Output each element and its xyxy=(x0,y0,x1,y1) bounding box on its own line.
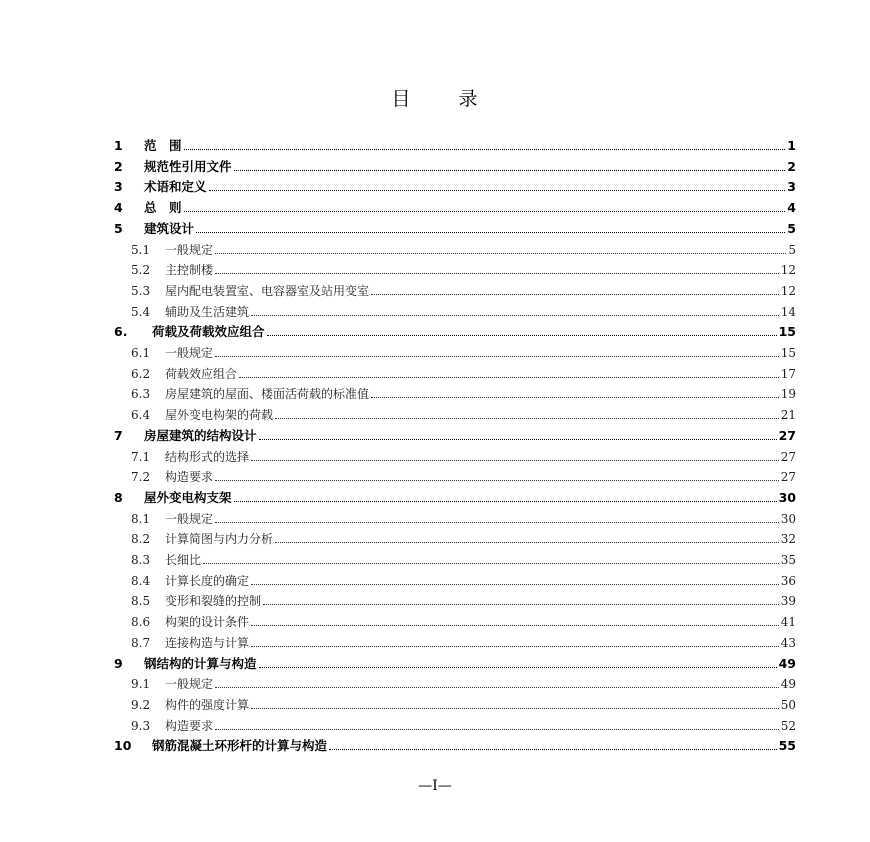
toc-entry-title: 一般规定 xyxy=(165,677,214,692)
toc-entry-title: 范 围 xyxy=(144,138,182,153)
toc-dot-leader xyxy=(215,686,779,688)
toc-chapter-entry[interactable] xyxy=(114,175,796,195)
toc-entry-page: 14 xyxy=(780,304,796,319)
toc-chapter-entry[interactable] xyxy=(114,217,796,237)
toc-entry-title: 屋外变电构支架 xyxy=(144,489,232,505)
toc-section-entry[interactable] xyxy=(131,714,796,734)
toc-entry-page: 49 xyxy=(780,677,796,692)
toc-entry-title: 变形和裂缝的控制 xyxy=(165,594,262,609)
toc-entry-title: 一般规定 xyxy=(165,346,214,360)
toc-section-entry[interactable] xyxy=(131,548,796,568)
toc-entry-number: 8.6 xyxy=(131,615,151,630)
toc-section-entry[interactable] xyxy=(131,569,796,589)
toc-entry-number: 6.2 xyxy=(131,366,151,381)
toc-entry-page: 36 xyxy=(780,573,796,588)
toc-chapter-entry[interactable] xyxy=(114,486,796,506)
toc-chapter-entry[interactable] xyxy=(114,652,796,672)
toc-dot-leader xyxy=(215,252,786,254)
toc-section-entry[interactable] xyxy=(131,672,796,692)
toc-section-entry[interactable] xyxy=(131,300,796,320)
toc-section-entry[interactable] xyxy=(131,382,796,402)
toc-entry-page: 4 xyxy=(787,200,796,216)
toc-entry-page: 1 xyxy=(787,138,796,153)
toc-entry-number: 8 xyxy=(114,489,123,505)
toc-section-entry[interactable] xyxy=(131,362,796,382)
toc-entry-title: 长细比 xyxy=(165,553,202,567)
toc-entry-page: 27 xyxy=(780,449,796,464)
toc-entry-number: 3 xyxy=(114,179,123,195)
toc-section-entry[interactable] xyxy=(131,610,796,630)
toc-entry-page: 21 xyxy=(780,408,796,423)
toc-entry-number: 8.3 xyxy=(131,553,151,567)
toc-entry-title: 规范性引用文件 xyxy=(144,158,232,174)
toc-entry-title: 计算长度的确定 xyxy=(165,573,250,588)
toc-dot-leader xyxy=(215,355,779,357)
toc-entry-page: 15 xyxy=(780,346,796,360)
toc-section-entry[interactable] xyxy=(131,403,796,423)
toc-entry-title: 荷载效应组合 xyxy=(165,366,238,381)
toc-entry-number: 10 xyxy=(114,738,132,754)
toc-entry-page: 5 xyxy=(788,242,796,257)
toc-entry-page: 17 xyxy=(780,366,796,381)
toc-dot-leader xyxy=(251,645,779,647)
toc-entry-number: 6. xyxy=(114,324,128,340)
toc-dot-leader xyxy=(259,438,777,440)
toc-dot-leader xyxy=(371,396,779,398)
toc-section-entry[interactable] xyxy=(131,238,796,258)
toc-dot-leader xyxy=(184,210,786,212)
toc-entry-title: 总 则 xyxy=(144,200,182,216)
toc-entry-title: 房屋建筑的结构设计 xyxy=(144,427,257,443)
toc-entry-number: 7 xyxy=(114,427,123,443)
toc-dot-leader xyxy=(196,231,785,233)
toc-dot-leader xyxy=(209,189,786,191)
toc-entry-title: 屋内配电装置室、电容器室及站用变室 xyxy=(165,283,370,298)
toc-entry-page: 30 xyxy=(778,489,796,505)
toc-entry-number: 8.1 xyxy=(131,511,151,526)
toc-entry-title: 构件的强度计算 xyxy=(165,697,250,712)
toc-entry-number: 8.7 xyxy=(131,635,151,650)
toc-dot-leader xyxy=(234,500,777,502)
toc-entry-page: 12 xyxy=(780,283,796,298)
toc-section-entry[interactable] xyxy=(131,279,796,299)
toc-dot-leader xyxy=(215,521,779,523)
toc-entry-page: 49 xyxy=(778,655,796,671)
toc-entry-page: 5 xyxy=(787,220,796,236)
toc-entry-title: 辅助及生活建筑 xyxy=(165,304,250,319)
toc-entry-page: 43 xyxy=(780,635,796,650)
toc-dot-leader xyxy=(259,666,777,668)
toc-entry-page: 52 xyxy=(780,718,796,733)
toc-entry-number: 7.1 xyxy=(131,449,151,464)
toc-dot-leader xyxy=(239,376,779,378)
toc-section-entry[interactable] xyxy=(131,445,796,465)
toc-dot-leader xyxy=(275,541,779,543)
toc-section-entry[interactable] xyxy=(131,631,796,651)
toc-section-entry[interactable] xyxy=(131,589,796,609)
toc-entry-number: 7.2 xyxy=(131,470,151,485)
toc-entry-number: 9.2 xyxy=(131,697,151,712)
toc-dot-leader xyxy=(329,748,777,750)
toc-section-entry[interactable] xyxy=(131,465,796,485)
toc-section-entry[interactable] xyxy=(131,693,796,713)
toc-entry-number: 1 xyxy=(114,138,123,153)
toc-dot-leader xyxy=(184,148,786,150)
toc-entry-title: 钢结构的计算与构造 xyxy=(144,655,257,671)
toc-chapter-entry[interactable] xyxy=(114,734,796,754)
toc-entry-title: 主控制楼 xyxy=(165,263,214,278)
toc-entry-number: 8.5 xyxy=(131,594,151,609)
toc-dot-leader xyxy=(234,169,786,171)
toc-dot-leader xyxy=(203,562,779,564)
toc-dot-leader xyxy=(251,583,779,585)
toc-entry-title: 房屋建筑的屋面、楼面活荷载的标准值 xyxy=(165,387,370,402)
toc-section-entry[interactable] xyxy=(131,507,796,527)
toc-entry-number: 8.2 xyxy=(131,532,151,547)
toc-entry-number: 6.3 xyxy=(131,387,151,402)
toc-dot-leader xyxy=(251,314,779,316)
page-number-footer: —I— xyxy=(418,778,452,794)
toc-entry-number: 6.4 xyxy=(131,408,151,423)
toc-entry-number: 5.1 xyxy=(131,242,151,257)
toc-entry-number: 9.1 xyxy=(131,677,151,692)
toc-entry-page: 3 xyxy=(787,179,796,195)
toc-entry-page: 27 xyxy=(778,427,796,443)
toc-dot-leader xyxy=(215,272,779,274)
toc-entry-number: 9.3 xyxy=(131,718,151,733)
toc-entry-page: 12 xyxy=(780,263,796,278)
toc-entry-title: 一般规定 xyxy=(165,242,214,257)
toc-entry-page: 15 xyxy=(778,324,796,340)
toc-entry-title: 一般规定 xyxy=(165,511,214,526)
toc-entry-number: 5 xyxy=(114,220,123,236)
toc-entry-title: 荷载及荷载效应组合 xyxy=(152,324,265,340)
toc-dot-leader xyxy=(251,624,779,626)
toc-entry-number: 4 xyxy=(114,200,123,216)
toc-chapter-entry[interactable] xyxy=(114,424,796,444)
toc-dot-leader xyxy=(251,707,779,709)
toc-dot-leader xyxy=(275,417,779,419)
toc-entry-page: 32 xyxy=(780,532,796,547)
toc-chapter-entry[interactable] xyxy=(114,320,796,340)
toc-dot-leader xyxy=(215,479,779,481)
toc-entry-number: 9 xyxy=(114,655,123,671)
toc-chapter-entry[interactable] xyxy=(114,155,796,175)
toc-entry-page: 55 xyxy=(778,738,796,754)
toc-entry-page: 2 xyxy=(787,158,796,174)
toc-entry-number: 5.2 xyxy=(131,263,151,278)
toc-entry-number: 5.3 xyxy=(131,283,151,298)
toc-dot-leader xyxy=(251,459,779,461)
toc-entry-page: 41 xyxy=(780,615,796,630)
toc-entry-page: 35 xyxy=(780,553,796,567)
toc-entry-title: 构造要求 xyxy=(165,718,214,733)
toc-entry-number: 8.4 xyxy=(131,573,151,588)
toc-entry-page: 27 xyxy=(780,470,796,485)
toc-entry-title: 术语和定义 xyxy=(144,179,207,195)
toc-entry-page: 19 xyxy=(780,387,796,402)
toc-section-entry[interactable] xyxy=(131,258,796,278)
toc-entry-title: 结构形式的选择 xyxy=(165,449,250,464)
toc-entry-number: 5.4 xyxy=(131,304,151,319)
toc-entry-number: 6.1 xyxy=(131,346,151,360)
toc-chapter-entry[interactable] xyxy=(114,134,796,154)
page-title: 目 录 xyxy=(391,88,479,110)
toc-entry-page: 50 xyxy=(780,697,796,712)
toc-entry-title: 构造要求 xyxy=(165,470,214,485)
toc-entry-title: 计算简图与内力分析 xyxy=(165,532,274,547)
toc-entry-title: 构架的设计条件 xyxy=(165,615,250,630)
toc-entry-title: 连接构造与计算 xyxy=(165,635,250,650)
toc-dot-leader xyxy=(215,728,779,730)
toc-entry-title: 建筑设计 xyxy=(144,220,195,236)
toc-section-entry[interactable] xyxy=(131,527,796,547)
toc-chapter-entry[interactable] xyxy=(114,196,796,216)
toc-entry-page: 39 xyxy=(780,594,796,609)
toc-section-entry[interactable] xyxy=(131,341,796,361)
toc-entry-page: 30 xyxy=(780,511,796,526)
toc-dot-leader xyxy=(371,293,779,295)
toc-entry-title: 屋外变电构架的荷载 xyxy=(165,408,274,423)
toc-dot-leader xyxy=(267,334,777,336)
toc-entry-title: 钢筋混凝土环形杆的计算与构造 xyxy=(152,738,328,754)
toc-entry-number: 2 xyxy=(114,158,123,174)
toc-dot-leader xyxy=(263,603,779,605)
